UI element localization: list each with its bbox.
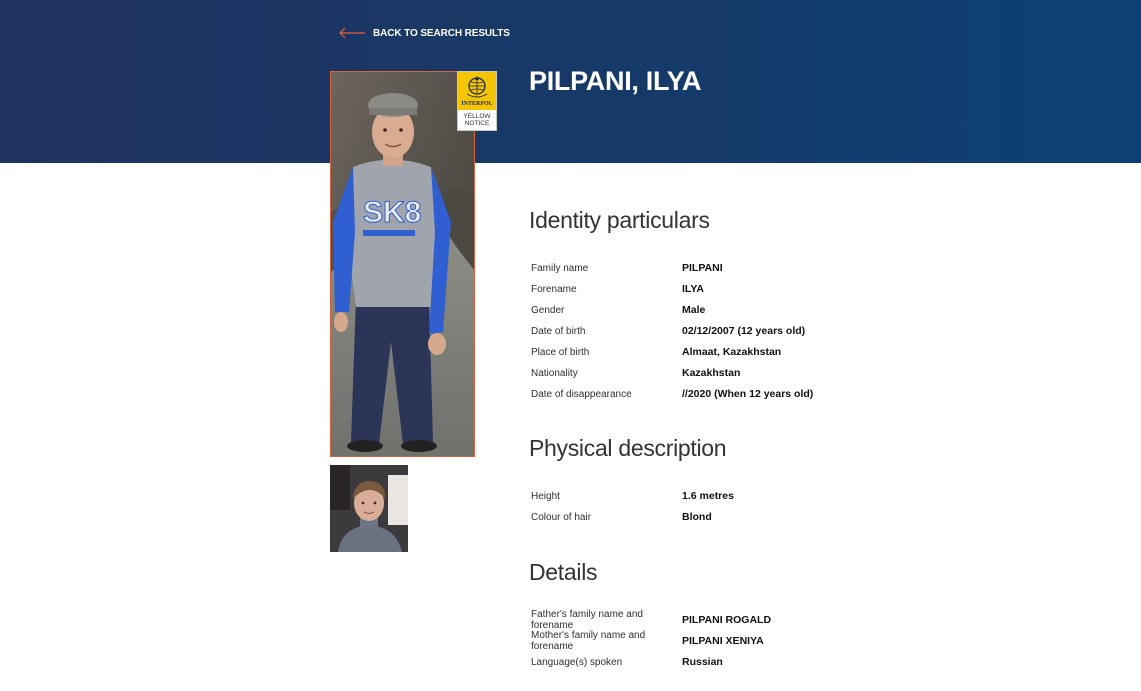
physical-section-title: Physical description <box>529 435 727 461</box>
identity-section-title: Identity particulars <box>529 207 710 233</box>
field-value: Almaat, Kazakhstan <box>682 346 782 358</box>
field-label: Date of disappearance <box>531 388 632 400</box>
details-row <box>531 630 764 652</box>
field-label: Language(s) spoken <box>531 656 623 668</box>
details-row <box>531 609 772 631</box>
identity-row <box>531 323 805 339</box>
identity-row <box>531 260 723 276</box>
field-value: PILPANI XENIYA <box>682 635 764 647</box>
details-row <box>531 654 723 670</box>
back-link-label: BACK TO SEARCH RESULTS <box>373 27 510 39</box>
back-to-search-link[interactable] <box>338 24 510 42</box>
details-section-title: Details <box>529 559 598 585</box>
svg-text:SK8: SK8 <box>363 196 422 229</box>
field-label: Mother's family name and forename <box>531 630 646 652</box>
field-label: Colour of hair <box>531 511 592 523</box>
field-value: //2020 (When 12 years old) <box>682 388 814 400</box>
field-value: Male <box>682 304 706 316</box>
main-photo[interactable] <box>330 71 475 457</box>
field-value: 1.6 metres <box>682 490 734 502</box>
identity-row <box>531 344 781 360</box>
field-label: Forename <box>531 283 577 295</box>
field-value: 02/12/2007 (12 years old) <box>682 325 806 337</box>
yellow-notice-badge <box>457 71 497 131</box>
field-label: Place of birth <box>531 346 590 358</box>
field-value: Russian <box>682 656 723 668</box>
thumbnail-photo[interactable] <box>330 465 408 552</box>
person-name: PILPANI, ILYA <box>529 66 702 96</box>
badge-label: YELLOW NOTICE <box>463 113 491 127</box>
field-label: Date of birth <box>531 325 586 337</box>
field-value: Blond <box>682 511 712 523</box>
field-label: Height <box>531 490 560 502</box>
field-value: PILPANI <box>682 262 723 274</box>
main-photo-image <box>331 72 475 457</box>
identity-row <box>531 386 813 402</box>
arrow-left-icon <box>338 27 366 39</box>
field-label: Gender <box>531 304 565 316</box>
field-value: Kazakhstan <box>682 367 741 379</box>
physical-row <box>531 509 712 525</box>
badge-brand: INTERPOL <box>461 101 493 107</box>
identity-row <box>531 365 740 381</box>
identity-row <box>531 302 705 318</box>
field-label: Family name <box>531 262 589 274</box>
thumbnail-photo-image <box>330 465 408 552</box>
identity-row <box>531 281 704 297</box>
field-value: ILYA <box>682 283 704 295</box>
field-value: PILPANI ROGALD <box>682 614 772 626</box>
field-label: Father's family name and forename <box>531 609 643 631</box>
physical-row <box>531 488 734 504</box>
field-label: Nationality <box>531 367 578 379</box>
interpol-globe-icon <box>464 74 490 100</box>
